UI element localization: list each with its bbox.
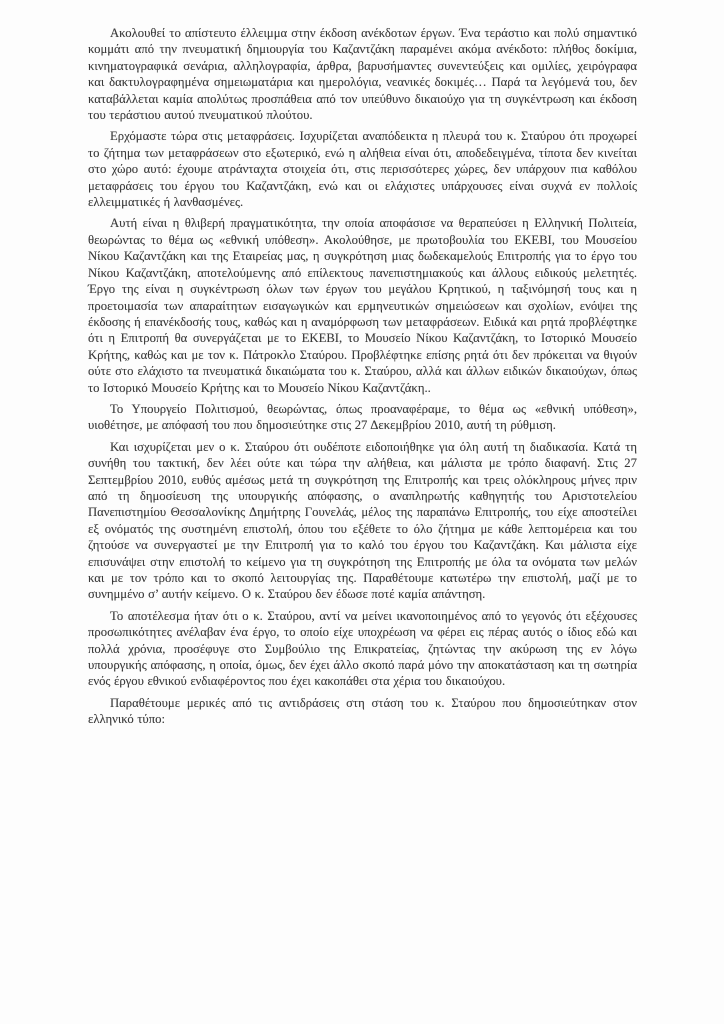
paragraph-press-reactions-intro: Παραθέτουμε μερικές από τις αντιδράσεις στη στάση του κ. Σταύρου που δημοσιεύτηκαν στον ελληνικό τύπο: [88,695,637,727]
paragraph-ministry-decision: Το Υπουργείο Πολιτισμού, θεωρώντας, όπως προαναφέραμε, το θέμα ως «εθνική υπόθεση», υιοθέτησε, με απόφασή του που δημοσιεύτηκε στις 27 Δεκεμβρίου 2010, αυτή τη ρύθμιση. [88,401,637,433]
document-text-block [88,25,637,728]
paragraph-committee-formation: Αυτή είναι η θλιβερή πραγματικότητα, την οποία αποφάσισε να θεραπεύσει η Ελληνική Πολιτεία, θεωρώντας το θέμα ως «εθνική υπόθεση». Ακολούθησε, με πρωτοβουλία του ΕΚΕΒΙ, του Μουσείου Νίκου Καζαντζάκη και της Εταιρείας μας, η συγκρότηση μιας δωδεκαμελούς Επιτροπής για το έργο του Νίκου Καζαντζάκη, αποτελούμενης από επίλεκτους πανεπιστημιακούς και άλλους ειδικούς μελετητές. Έργο της είναι η συγκέντρωση όλων των έργων του μεγάλου Κρητικού, η ταξινόμησή τους και η προετοιμασία των απαραίτητων εισαγωγικών και ερμηνευτικών σημειώσεων και σχολίων, ενόψει της έκδοσης ή επανέκδοσής τους, καθώς και η αναμόρφωση των μεταφράσεων. Ειδικά και ρητά προβλέφτηκε ότι η Επιτροπή θα συνεργάζεται με το ΕΚΕΒΙ, το Μουσείο Νίκου Καζαντζάκη, το Ιστορικό Μουσείο Κρήτης, καθώς και με τον κ. Πάτροκλο Σταύρου. Προβλέφτηκε επίσης ρητά ότι δεν πρόκειται να θιγούν ούτε στο ελάχιστο τα πνευματικά δικαιώματα του κ. Σταύρου, αλλά και άλλων ειδικών δικαιούχων, όπως το Ιστορικό Μουσείο Κρήτης και το Μουσείο Νίκου Καζαντζάκη.. [88,216,637,395]
paragraph-translations: Ερχόμαστε τώρα στις μεταφράσεις. Ισχυρίζεται αναπόδεικτα η πλευρά του κ. Σταύρου ότι προχωρεί το ζήτημα των μεταφράσεων στο εξωτερικό, ενώ η αλήθεια είναι ότι, αποδεδειγμένα, τίποτα δεν κινείται στο χώρο αυτό: έχουμε ατράνταχτα στοιχεία ότι, στις περισσότερες χώρες, δεν υπάρχουν πια καθόλου μεταφράσεις του έργου του Καζαντζάκη, ενώ και οι ελάχιστες υπάρχουσες είναι συχνά εν πολλοίς ελλειμματικές ή λανθασμένες. [88,129,637,210]
paragraph-unpublished-works-deficit: Ακολουθεί το απίστευτο έλλειμμα στην έκδοση ανέκδοτων έργων. Ένα τεράστιο και πολύ σημαντικό κομμάτι από την πνευματική δημιουργία του Καζαντζάκη παραμένει ακόμα ανέκδοτο: πλήθος δοκίμια, κινηματογραφικά σενάρια, αλληλογραφία, άρθρα, βαρυσήμαντες συνεντεύξεις και ομιλίες, χειρόγραφα και δακτυλογραφημένα σημειωματάρια και ημερολόγια, νεανικές δοκιμές… Παρά τα λεγόμενά του, δεν καταβάλλεται καμία απολύτως προσπάθεια από τον υπεύθυνο δικαιούχο για τη συγκέντρωση και έκδοση του τεράστιου αυτού πνευματικού πλούτου. [88,26,637,123]
paragraph-notification-letter: Και ισχυρίζεται μεν ο κ. Σταύρου ότι ουδέποτε ειδοποιήθηκε για όλη αυτή τη διαδικασία. Κατά τη συνήθη του τακτική, δεν λέει ούτε και τώρα την αλήθεια, και μάλιστα με τρόπο διαφανή. Στις 27 Σεπτεμβρίου 2010, ευθύς αμέσως μετά τη συγκρότηση της Επιτροπής και τρεις ολόκληρους μήνες πριν από τη δημοσίευση της υπουργικής απόφασης, ο αναπληρωτής καθηγητής του Αριστοτελείου Πανεπιστημίου Θεσσαλονίκης Δημήτρης Γουνελάς, μέλος της παραπάνω Επιτροπής, του είχε αποστείλει εξ ονόματός της συστημένη επιστολή, όπου του εξέθετε το όλο ζήτημα με κάθε λεπτομέρεια και του ζητούσε να συνεργαστεί με την Επιτροπή για το καλό του έργου του Καζαντζάκη. Και μάλιστα είχε επισυνάψει στην επιστολή το κείμενο για τη συγκρότηση της Επιτροπής με όλα τα ονόματα των μελών και με τον τρόπο και το σκοπό λειτουργίας της. Παραθέτουμε κατωτέρω την επιστολή, μαζί με το συνημμένο σ’ αυτήν κείμενο. Ο κ. Σταύρου δεν έδωσε ποτέ καμία απάντηση. [88,439,637,602]
paragraph-council-of-state-appeal: Το αποτέλεσμα ήταν ότι ο κ. Σταύρου, αντί να μείνει ικανοποιημένος από το γεγονός ότι εξέχουσες προσωπικότητες ανέλαβαν ένα έργο, το οποίο είχε υποχρέωση να φέρει εις πέρας αυτός ο ίδιος εδώ και πολλά χρόνια, προσέφυγε στο Συμβούλιο της Επικρατείας, ζητώντας την ακύρωση της εν λόγω υπουργικής απόφασης, η οποία, όμως, δεν έχει άλλο σκοπό παρά μόνο την αποκατάσταση και τη σωτηρία ενός έργου εθνικού ενδιαφέροντος που έχει κακοπάθει στα χέρια του δικαιούχου. [88,608,637,689]
